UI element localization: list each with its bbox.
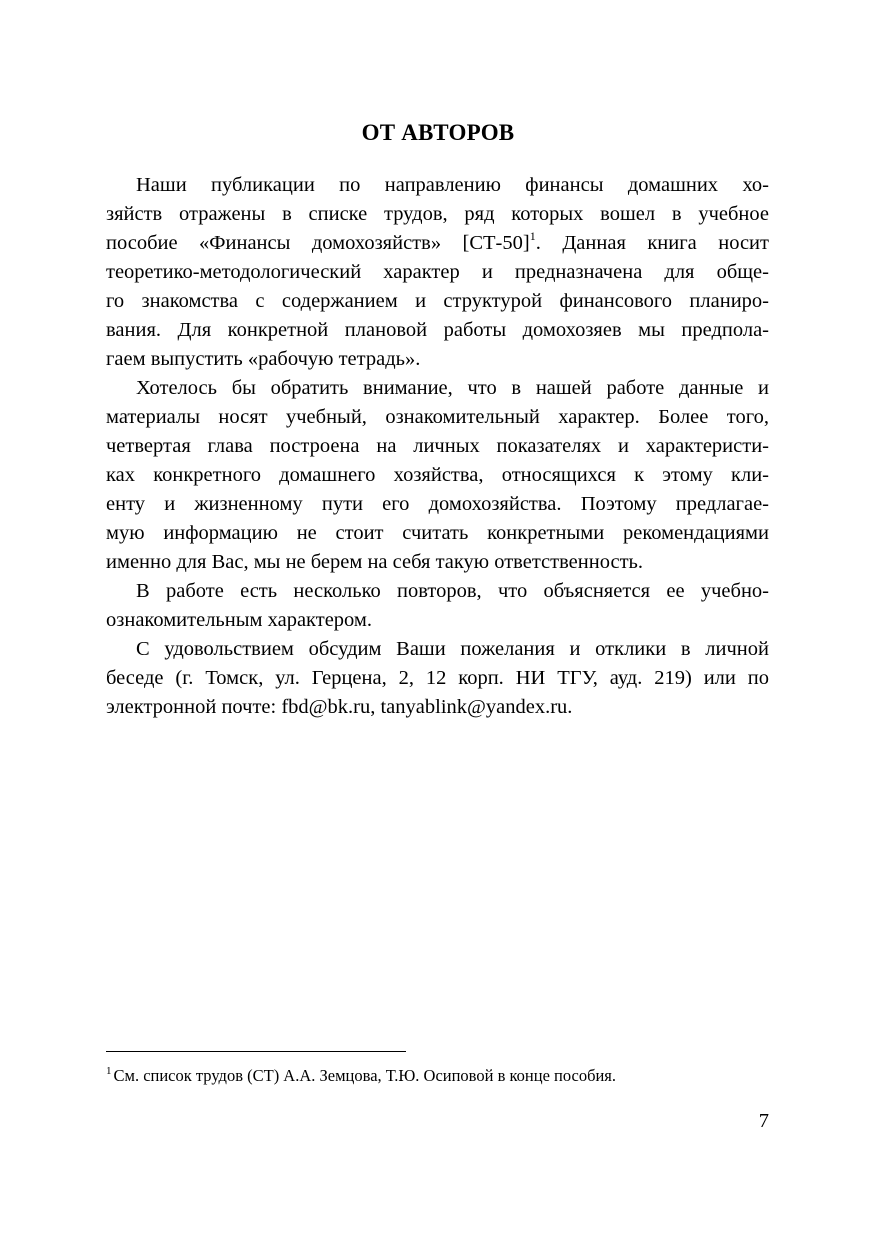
- text-line: вания. Для конкретной плановой работы домохозяев мы предпола-: [106, 319, 769, 341]
- text-line: мую информацию не стоит считать конкретными рекомендациями: [106, 522, 769, 544]
- text-line: зяйств отражены в списке трудов, ряд которых вошел в учебное: [106, 203, 769, 225]
- text-segment: . Данная книга носит: [535, 232, 769, 254]
- paragraph-1: [106, 171, 769, 374]
- page-number: 7: [758, 1110, 769, 1132]
- footnote-text: См. список трудов (СТ) А.А. Земцова, Т.Ю. Осиповой в конце пособия.: [113, 1066, 617, 1085]
- text-line: енту и жизненному пути его домохозяйства. Поэтому предлагае-: [106, 493, 769, 515]
- text-line: В работе есть несколько повторов, что объясняется ее учебно-: [136, 580, 769, 602]
- text-line: С удовольствием обсудим Ваши пожелания и отклики в личной: [136, 638, 769, 660]
- text-line: материалы носят учебный, ознакомительный характер. Более того,: [106, 406, 769, 428]
- paragraph-4: [106, 635, 769, 722]
- page-title: ОТ АВТОРОВ: [361, 120, 515, 145]
- text-line: ках конкретного домашнего хозяйства, относящихся к этому кли-: [106, 464, 769, 486]
- footnote: [106, 1064, 769, 1088]
- text-line: электронной почте: fbd@bk.ru, tanyablink@yandex.ru.: [106, 696, 573, 718]
- text-line: четвертая глава построена на личных показателях и характеристи-: [106, 435, 769, 457]
- text-line: теоретико-методологический характер и предназначена для обще-: [106, 261, 769, 283]
- paragraph-3: [106, 577, 769, 635]
- body-text: [106, 171, 769, 722]
- footnote-reference: 1: [529, 229, 536, 243]
- paragraph-2: [106, 374, 769, 577]
- text-segment: пособие «Финансы домохозяйств» [СТ-50]: [106, 232, 530, 254]
- text-line: гаем выпустить «рабочую тетрадь».: [106, 348, 421, 370]
- footnote-divider: [106, 1051, 406, 1052]
- text-line: го знакомства с содержанием и структурой финансового планиро-: [106, 290, 769, 312]
- text-line: беседе (г. Томск, ул. Герцена, 2, 12 корп. НИ ТГУ, ауд. 219) или по: [106, 667, 769, 689]
- text-line: именно для Вас, мы не берем на себя такую ответственность.: [106, 551, 644, 573]
- text-line: ознакомительным характером.: [106, 609, 372, 631]
- text-line: Хотелось бы обратить внимание, что в нашей работе данные и: [136, 377, 769, 399]
- text-line: Наши публикации по направлению финансы домашних хо-: [136, 174, 769, 196]
- text-line-with-footnote: [106, 229, 769, 258]
- footnote-mark: 1: [106, 1065, 112, 1077]
